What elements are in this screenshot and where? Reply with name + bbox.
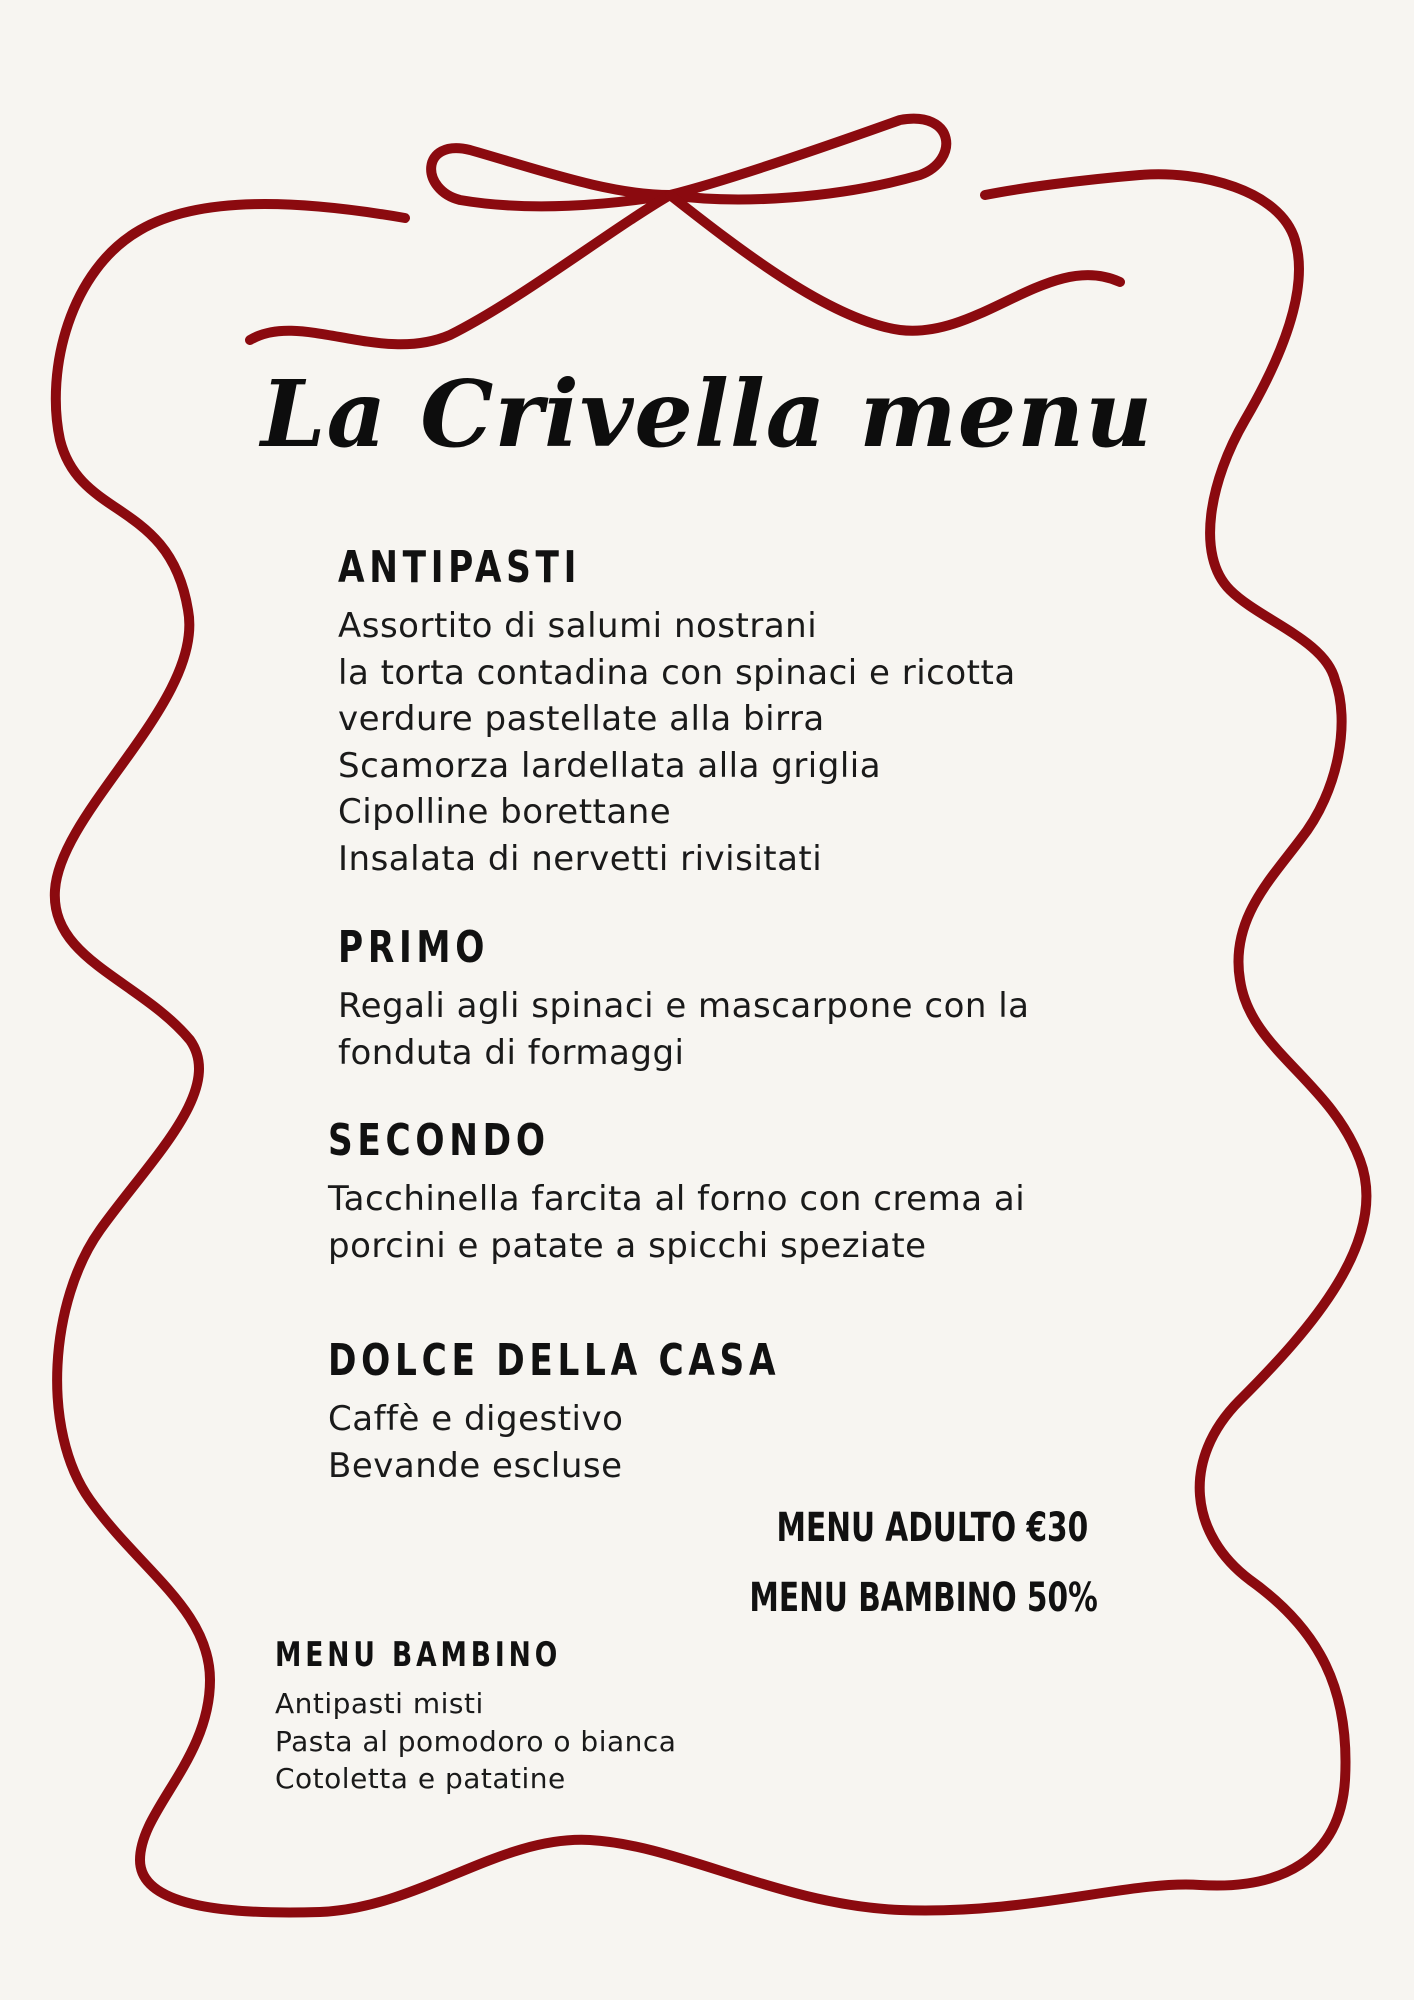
menu-item: Insalata di nervetti rivisitati [338, 838, 823, 879]
section-heading-kids: MENU BAMBINO [275, 1635, 562, 1675]
menu-item: porcini e patate a spicchi speziate [328, 1225, 927, 1266]
menu-item: Caffè e digestivo [328, 1399, 624, 1439]
menu-item: Tacchinella farcita al forno con crema ai [328, 1179, 1026, 1219]
section-items-kids [275, 1685, 676, 1798]
price-adult: MENU ADULTO €30 [776, 1505, 1088, 1551]
section-secondo [328, 1115, 1025, 1269]
menu-item: Bevande escluse [328, 1445, 623, 1486]
menu-item: Scamorza lardellata alla griglia [338, 745, 882, 786]
menu-item: fonduta di formaggi [338, 1032, 685, 1073]
ribbon-bow-left-loop [431, 148, 670, 206]
section-heading-dolce: DOLCE DELLA CASA [328, 1335, 781, 1386]
ribbon-bow-right-loop [670, 119, 946, 200]
menu-item: verdure pastellate alla birra [338, 699, 825, 739]
section-antipasti [338, 542, 1016, 882]
menu-item: la torta contadina con spinaci e ricotta [338, 652, 1016, 693]
section-primo [338, 922, 1030, 1076]
ribbon-tail-right [670, 195, 1120, 331]
section-dolce [328, 1335, 908, 1489]
section-kids-menu [275, 1635, 676, 1798]
menu-item: Antipasti misti [275, 1687, 484, 1720]
menu-item: Regali agli spinaci e mascarpone con la [338, 986, 1030, 1026]
menu-item: Assortito di salumi nostrani [338, 606, 818, 646]
section-heading-secondo: SECONDO [328, 1115, 550, 1166]
menu-item: Cotoletta e patatine [275, 1762, 566, 1795]
section-heading-antipasti: ANTIPASTI [338, 542, 582, 593]
price-child: MENU BAMBINO 50% [749, 1575, 1098, 1621]
ribbon-tail-left [250, 195, 670, 344]
section-items-secondo [328, 1176, 1025, 1269]
menu-title: La Crivella menu [260, 360, 1154, 468]
menu-item: Cipolline borettane [338, 792, 672, 832]
menu-item: Pasta al pomodoro o bianca [275, 1724, 677, 1758]
section-items-antipasti [338, 603, 1016, 882]
section-items-dolce [328, 1396, 908, 1489]
section-heading-primo: PRIMO [338, 922, 490, 973]
section-items-primo [338, 983, 1030, 1076]
